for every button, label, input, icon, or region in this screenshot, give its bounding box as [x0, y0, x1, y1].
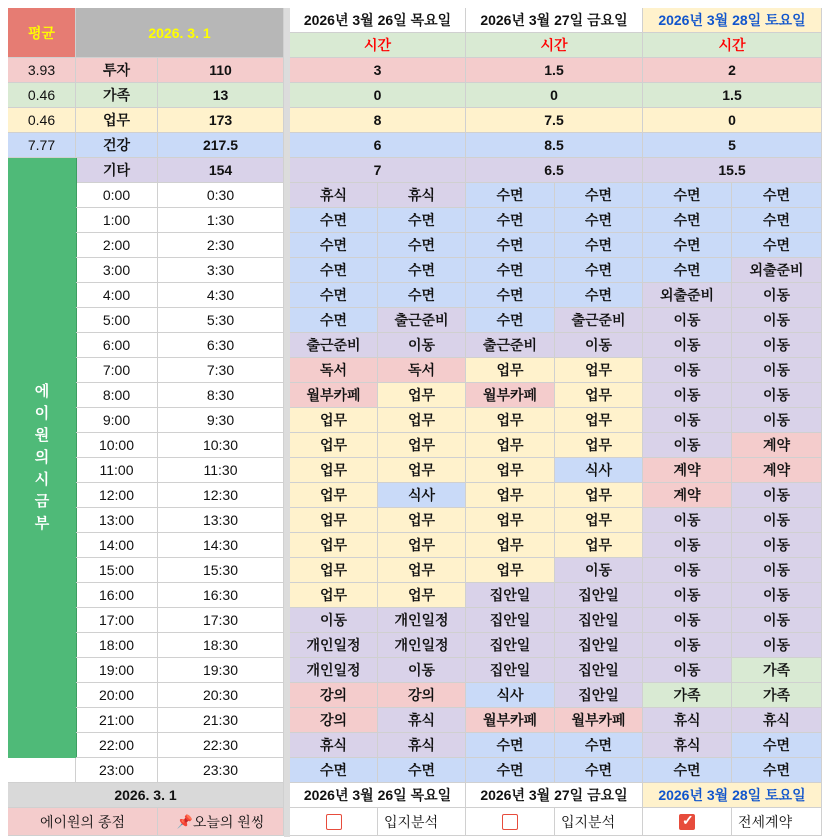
time-start[interactable]: 20:00	[76, 683, 158, 708]
time-start[interactable]: 5:00	[76, 308, 158, 333]
schedule-slot[interactable]: 집안일	[555, 608, 643, 633]
schedule-slot[interactable]: 집안일	[555, 658, 643, 683]
schedule-slot[interactable]: 수면	[732, 208, 822, 233]
schedule-slot[interactable]: 수면	[378, 233, 466, 258]
task-label[interactable]: 입지분석	[555, 808, 643, 836]
schedule-slot[interactable]: 수면	[466, 733, 555, 758]
schedule-slot[interactable]: 개인일정	[290, 633, 378, 658]
time-start[interactable]: 23:00	[76, 758, 158, 783]
schedule-slot[interactable]: 업무	[290, 458, 378, 483]
schedule-slot[interactable]: 가족	[732, 658, 822, 683]
time-end[interactable]: 15:30	[158, 558, 284, 583]
schedule-slot[interactable]: 식사	[466, 683, 555, 708]
schedule-slot[interactable]: 수면	[290, 208, 378, 233]
schedule-slot[interactable]: 강의	[290, 683, 378, 708]
category-total[interactable]: 217.5	[158, 133, 284, 158]
sidebar-title-text: 에이원의 시금부	[34, 383, 50, 532]
schedule-slot[interactable]: 이동	[643, 658, 732, 683]
schedule-slot[interactable]: 이동	[643, 383, 732, 408]
day-category-hours[interactable]: 6	[290, 133, 466, 158]
schedule-slot[interactable]: 이동	[643, 633, 732, 658]
schedule-slot[interactable]: 이동	[732, 483, 822, 508]
schedule-slot[interactable]: 수면	[378, 258, 466, 283]
schedule-slot[interactable]: 수면	[378, 758, 466, 783]
time-end[interactable]: 6:30	[158, 333, 284, 358]
schedule-slot[interactable]: 독서	[290, 358, 378, 383]
schedule-slot[interactable]: 집안일	[555, 683, 643, 708]
task-checkbox-cell[interactable]	[643, 808, 732, 836]
time-end[interactable]: 8:30	[158, 383, 284, 408]
time-label-2[interactable]: 시간	[466, 33, 643, 58]
category-avg[interactable]: 0.46	[8, 108, 76, 133]
time-start[interactable]: 13:00	[76, 508, 158, 533]
time-start[interactable]: 10:00	[76, 433, 158, 458]
time-end[interactable]: 23:30	[158, 758, 284, 783]
day-header-1[interactable]: 2026년 3월 26일 목요일	[290, 8, 466, 33]
task-label[interactable]: 입지분석	[378, 808, 466, 836]
day-category-hours[interactable]: 0	[643, 108, 822, 133]
schedule-slot[interactable]: 수면	[466, 208, 555, 233]
schedule-slot[interactable]: 수면	[643, 758, 732, 783]
day-category-hours[interactable]: 1.5	[643, 83, 822, 108]
avg-header[interactable]: 평균	[8, 8, 76, 58]
schedule-slot[interactable]: 수면	[643, 183, 732, 208]
time-end[interactable]: 22:30	[158, 733, 284, 758]
schedule-slot[interactable]: 수면	[290, 308, 378, 333]
schedule-slot[interactable]: 수면	[466, 758, 555, 783]
checkbox-icon[interactable]	[326, 814, 342, 830]
schedule-slot[interactable]: 식사	[378, 483, 466, 508]
schedule-slot[interactable]: 수면	[466, 283, 555, 308]
schedule-slot[interactable]: 이동	[732, 558, 822, 583]
time-end[interactable]: 2:30	[158, 233, 284, 258]
schedule-slot[interactable]: 강의	[378, 683, 466, 708]
schedule-slot[interactable]: 휴식	[732, 708, 822, 733]
schedule-slot[interactable]: 수면	[378, 283, 466, 308]
schedule-slot[interactable]: 업무	[466, 483, 555, 508]
time-end[interactable]: 11:30	[158, 458, 284, 483]
schedule-slot[interactable]: 업무	[290, 558, 378, 583]
time-end[interactable]: 7:30	[158, 358, 284, 383]
time-start[interactable]: 3:00	[76, 258, 158, 283]
time-start[interactable]: 17:00	[76, 608, 158, 633]
schedule-slot[interactable]: 이동	[732, 508, 822, 533]
time-end[interactable]: 5:30	[158, 308, 284, 333]
schedule-slot[interactable]: 수면	[466, 183, 555, 208]
schedule-slot[interactable]: 이동	[732, 333, 822, 358]
schedule-slot[interactable]: 수면	[466, 258, 555, 283]
day-header-3[interactable]: 2026년 3월 28일 토요일	[643, 8, 822, 33]
schedule-slot[interactable]: 외출준비	[732, 258, 822, 283]
schedule-slot[interactable]: 수면	[290, 233, 378, 258]
schedule-slot[interactable]: 업무	[555, 383, 643, 408]
category-total[interactable]: 154	[158, 158, 284, 183]
schedule-slot[interactable]: 이동	[555, 333, 643, 358]
schedule-slot[interactable]: 집안일	[466, 583, 555, 608]
schedule-slot[interactable]: 이동	[643, 333, 732, 358]
schedule-slot[interactable]: 업무	[378, 383, 466, 408]
day-header-2[interactable]: 2026년 3월 27일 금요일	[466, 8, 643, 33]
schedule-slot[interactable]: 업무	[555, 433, 643, 458]
time-start[interactable]: 1:00	[76, 208, 158, 233]
schedule-slot[interactable]: 수면	[555, 758, 643, 783]
schedule-slot[interactable]: 휴식	[643, 733, 732, 758]
schedule-slot[interactable]: 이동	[643, 558, 732, 583]
schedule-slot[interactable]: 개인일정	[378, 608, 466, 633]
schedule-slot[interactable]: 계약	[643, 458, 732, 483]
schedule-slot[interactable]: 이동	[555, 558, 643, 583]
category-avg[interactable]: 3.93	[8, 58, 76, 83]
schedule-slot[interactable]: 업무	[466, 558, 555, 583]
pin-icon: 📌	[176, 813, 193, 829]
task-checkbox-cell[interactable]	[290, 808, 378, 836]
time-start[interactable]: 22:00	[76, 733, 158, 758]
schedule-slot[interactable]: 가족	[732, 683, 822, 708]
day-category-hours[interactable]: 5	[643, 133, 822, 158]
time-end[interactable]: 17:30	[158, 608, 284, 633]
time-end[interactable]: 16:30	[158, 583, 284, 608]
day-category-hours[interactable]: 1.5	[466, 58, 643, 83]
schedule-slot[interactable]: 이동	[732, 583, 822, 608]
footer-day-header-1[interactable]: 2026년 3월 26일 목요일	[290, 783, 466, 808]
schedule-slot[interactable]: 이동	[643, 608, 732, 633]
schedule-slot[interactable]: 업무	[555, 533, 643, 558]
schedule-slot[interactable]: 수면	[555, 233, 643, 258]
day-category-hours[interactable]: 15.5	[643, 158, 822, 183]
schedule-slot[interactable]: 강의	[290, 708, 378, 733]
schedule-slot[interactable]: 수면	[555, 208, 643, 233]
schedule-slot[interactable]: 업무	[466, 358, 555, 383]
footer-right-label-text: 오늘의 원씽	[192, 813, 265, 830]
schedule-slot[interactable]: 수면	[732, 758, 822, 783]
schedule-slot[interactable]: 업무	[378, 433, 466, 458]
time-end[interactable]: 21:30	[158, 708, 284, 733]
time-start[interactable]: 9:00	[76, 408, 158, 433]
schedule-slot[interactable]: 이동	[378, 333, 466, 358]
schedule-slot[interactable]: 집안일	[466, 608, 555, 633]
schedule-slot[interactable]: 수면	[290, 283, 378, 308]
day-category-hours[interactable]: 8	[290, 108, 466, 133]
schedule-slot[interactable]: 가족	[643, 683, 732, 708]
category-name[interactable]: 건강	[76, 133, 158, 158]
category-name[interactable]: 가족	[76, 83, 158, 108]
day-category-hours[interactable]: 0	[290, 83, 466, 108]
schedule-slot[interactable]: 업무	[290, 508, 378, 533]
schedule-slot[interactable]: 집안일	[466, 633, 555, 658]
schedule-slot[interactable]: 식사	[555, 458, 643, 483]
schedule-slot[interactable]: 업무	[466, 508, 555, 533]
time-start[interactable]: 8:00	[76, 383, 158, 408]
schedule-slot[interactable]: 휴식	[290, 183, 378, 208]
time-end[interactable]: 18:30	[158, 633, 284, 658]
category-total[interactable]: 110	[158, 58, 284, 83]
time-start[interactable]: 11:00	[76, 458, 158, 483]
time-end[interactable]: 10:30	[158, 433, 284, 458]
schedule-slot[interactable]: 업무	[466, 433, 555, 458]
schedule-slot[interactable]: 수면	[643, 208, 732, 233]
schedule-slot[interactable]: 계약	[732, 433, 822, 458]
schedule-slot[interactable]: 이동	[732, 383, 822, 408]
time-start[interactable]: 12:00	[76, 483, 158, 508]
day-category-hours[interactable]: 6.5	[466, 158, 643, 183]
schedule-slot[interactable]: 계약	[732, 458, 822, 483]
day-category-hours[interactable]: 3	[290, 58, 466, 83]
time-start[interactable]: 18:00	[76, 633, 158, 658]
time-start[interactable]: 14:00	[76, 533, 158, 558]
category-total[interactable]: 173	[158, 108, 284, 133]
time-start[interactable]: 0:00	[76, 183, 158, 208]
schedule-slot[interactable]: 수면	[555, 733, 643, 758]
schedule-slot[interactable]: 이동	[643, 433, 732, 458]
schedule-slot[interactable]: 업무	[290, 483, 378, 508]
checkbox-checked-icon[interactable]	[679, 814, 695, 830]
schedule-slot[interactable]: 수면	[466, 308, 555, 333]
time-end[interactable]: 4:30	[158, 283, 284, 308]
schedule-slot[interactable]: 수면	[643, 233, 732, 258]
category-total[interactable]: 13	[158, 83, 284, 108]
schedule-slot[interactable]: 업무	[555, 508, 643, 533]
time-end[interactable]: 9:30	[158, 408, 284, 433]
time-end[interactable]: 19:30	[158, 658, 284, 683]
schedule-slot[interactable]: 수면	[732, 733, 822, 758]
category-avg[interactable]: 0.46	[8, 83, 76, 108]
schedule-slot[interactable]: 업무	[466, 458, 555, 483]
schedule-slot[interactable]: 이동	[732, 358, 822, 383]
schedule-slot[interactable]: 출근준비	[378, 308, 466, 333]
schedule-slot[interactable]: 업무	[555, 483, 643, 508]
schedule-slot[interactable]: 수면	[378, 208, 466, 233]
checkbox-icon[interactable]	[502, 814, 518, 830]
schedule-slot[interactable]: 업무	[555, 358, 643, 383]
schedule-slot[interactable]: 업무	[378, 533, 466, 558]
schedule-slot[interactable]: 이동	[732, 533, 822, 558]
schedule-slot[interactable]: 업무	[290, 433, 378, 458]
schedule-slot[interactable]: 개인일정	[290, 658, 378, 683]
schedule-slot[interactable]: 수면	[555, 283, 643, 308]
schedule-slot[interactable]: 수면	[732, 183, 822, 208]
category-avg[interactable]: 7.77	[8, 133, 76, 158]
summary-date[interactable]: 2026. 3. 1	[76, 8, 284, 58]
schedule-slot[interactable]: 업무	[466, 408, 555, 433]
schedule-slot[interactable]: 업무	[290, 583, 378, 608]
sidebar-title	[8, 158, 77, 758]
task-label[interactable]: 전세계약	[732, 808, 822, 836]
schedule-slot[interactable]: 업무	[378, 508, 466, 533]
schedule-slot[interactable]: 업무	[378, 558, 466, 583]
schedule-slot[interactable]: 이동	[643, 308, 732, 333]
day-category-hours[interactable]: 8.5	[466, 133, 643, 158]
schedule-slot[interactable]: 수면	[555, 258, 643, 283]
schedule-slot[interactable]: 이동	[643, 358, 732, 383]
footer-day-header-2[interactable]: 2026년 3월 27일 금요일	[466, 783, 643, 808]
footer-date[interactable]: 2026. 3. 1	[8, 783, 284, 808]
schedule-slot[interactable]: 월부카페	[555, 708, 643, 733]
time-start[interactable]: 4:00	[76, 283, 158, 308]
category-name[interactable]: 기타	[76, 158, 158, 183]
schedule-slot[interactable]: 집안일	[555, 633, 643, 658]
schedule-slot[interactable]: 업무	[290, 533, 378, 558]
time-start[interactable]: 21:00	[76, 708, 158, 733]
schedule-slot[interactable]: 휴식	[378, 183, 466, 208]
time-label-3[interactable]: 시간	[643, 33, 822, 58]
schedule-slot[interactable]: 출근준비	[290, 333, 378, 358]
schedule-slot[interactable]: 월부카페	[466, 383, 555, 408]
time-start[interactable]: 15:00	[76, 558, 158, 583]
day-category-hours[interactable]: 2	[643, 58, 822, 83]
schedule-slot[interactable]: 이동	[290, 608, 378, 633]
task-checkbox-cell[interactable]	[466, 808, 555, 836]
time-end[interactable]: 0:30	[158, 183, 284, 208]
schedule-slot[interactable]: 이동	[732, 608, 822, 633]
schedule-slot[interactable]: 외출준비	[643, 283, 732, 308]
day-category-hours[interactable]: 7.5	[466, 108, 643, 133]
schedule-slot[interactable]: 업무	[555, 408, 643, 433]
schedule-slot[interactable]: 수면	[466, 233, 555, 258]
schedule-slot[interactable]: 독서	[378, 358, 466, 383]
schedule-slot[interactable]: 수면	[290, 258, 378, 283]
schedule-slot[interactable]: 이동	[643, 533, 732, 558]
schedule-slot[interactable]: 출근준비	[466, 333, 555, 358]
time-start[interactable]: 7:00	[76, 358, 158, 383]
time-end[interactable]: 14:30	[158, 533, 284, 558]
schedule-slot[interactable]: 수면	[290, 758, 378, 783]
schedule-slot[interactable]: 업무	[466, 533, 555, 558]
schedule-slot[interactable]: 휴식	[290, 733, 378, 758]
schedule-slot[interactable]: 이동	[732, 633, 822, 658]
schedule-slot[interactable]: 업무	[290, 408, 378, 433]
time-end[interactable]: 12:30	[158, 483, 284, 508]
schedule-slot[interactable]: 개인일정	[378, 633, 466, 658]
schedule-slot[interactable]: 이동	[643, 408, 732, 433]
schedule-slot[interactable]: 수면	[732, 233, 822, 258]
schedule-slot[interactable]: 계약	[643, 483, 732, 508]
schedule-slot[interactable]: 휴식	[378, 733, 466, 758]
schedule-slot[interactable]: 업무	[378, 458, 466, 483]
schedule-slot[interactable]: 집안일	[466, 658, 555, 683]
category-name[interactable]: 업무	[76, 108, 158, 133]
schedule-slot[interactable]: 휴식	[643, 708, 732, 733]
schedule-slot[interactable]: 업무	[378, 408, 466, 433]
time-start[interactable]: 6:00	[76, 333, 158, 358]
category-name[interactable]: 투자	[76, 58, 158, 83]
schedule-slot[interactable]: 이동	[732, 283, 822, 308]
time-end[interactable]: 20:30	[158, 683, 284, 708]
footer-day-header-3[interactable]: 2026년 3월 28일 토요일	[643, 783, 822, 808]
schedule-slot[interactable]: 업무	[378, 583, 466, 608]
schedule-slot[interactable]: 수면	[643, 258, 732, 283]
footer-right-label[interactable]	[158, 808, 284, 836]
time-start[interactable]: 16:00	[76, 583, 158, 608]
schedule-slot[interactable]: 수면	[555, 183, 643, 208]
schedule-slot[interactable]: 이동	[732, 408, 822, 433]
schedule-slot[interactable]: 휴식	[378, 708, 466, 733]
footer-left-label[interactable]: 에이원의 종점	[8, 808, 158, 836]
schedule-slot[interactable]: 집안일	[555, 583, 643, 608]
schedule-slot[interactable]: 월부카페	[290, 383, 378, 408]
schedule-slot[interactable]: 이동	[378, 658, 466, 683]
day-category-hours[interactable]: 0	[466, 83, 643, 108]
time-start[interactable]: 19:00	[76, 658, 158, 683]
time-label-1[interactable]: 시간	[290, 33, 466, 58]
schedule-slot[interactable]: 이동	[643, 583, 732, 608]
time-end[interactable]: 1:30	[158, 208, 284, 233]
schedule-slot[interactable]: 이동	[732, 308, 822, 333]
day-category-hours[interactable]: 7	[290, 158, 466, 183]
blank-cell[interactable]	[8, 758, 76, 783]
schedule-slot[interactable]: 이동	[643, 508, 732, 533]
time-start[interactable]: 2:00	[76, 233, 158, 258]
schedule-slot[interactable]: 출근준비	[555, 308, 643, 333]
time-end[interactable]: 13:30	[158, 508, 284, 533]
time-end[interactable]: 3:30	[158, 258, 284, 283]
schedule-slot[interactable]: 월부카페	[466, 708, 555, 733]
